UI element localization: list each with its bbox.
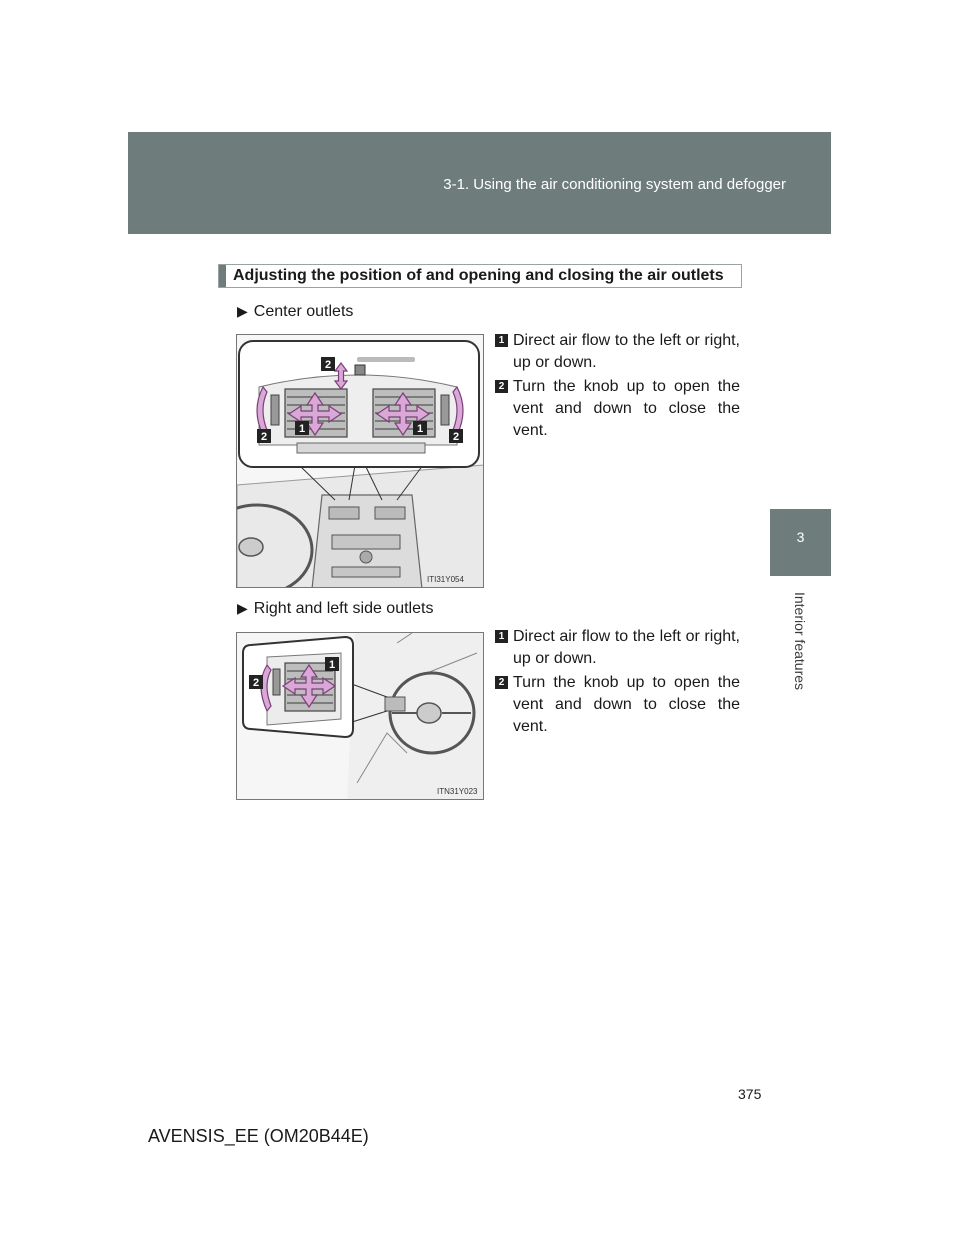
callout-2-right: 2 bbox=[453, 431, 460, 443]
side-outlets-subhead bbox=[237, 600, 433, 618]
center-step-2 bbox=[495, 376, 740, 442]
callout-2: 2 bbox=[253, 677, 260, 689]
chapter-label-tab bbox=[770, 576, 831, 706]
center-outlets-figure bbox=[236, 334, 484, 588]
triangle-bullet-icon: ▶ bbox=[237, 600, 248, 616]
callout-1-right: 1 bbox=[417, 423, 424, 435]
step-number-badge: 2 bbox=[495, 380, 508, 393]
step-text: Turn the knob up to open the vent and down to close the vent. bbox=[513, 378, 740, 439]
center-outlets-title: Center outlets bbox=[253, 303, 354, 320]
step-number-badge: 1 bbox=[495, 630, 508, 643]
center-step-1 bbox=[495, 330, 740, 374]
center-outlets-illustration bbox=[237, 335, 484, 588]
chapter-label: Interior features bbox=[792, 591, 808, 691]
triangle-bullet-icon: ▶ bbox=[237, 303, 248, 319]
step-text: Turn the knob up to open the vent and down to close the vent. bbox=[513, 674, 740, 735]
heading-accent-bar bbox=[219, 265, 226, 287]
section-heading-text: Adjusting the position of and opening and closing the air outlets bbox=[233, 267, 724, 284]
page-number: 375 bbox=[738, 1086, 762, 1102]
side-outlets-title: Right and left side outlets bbox=[253, 600, 434, 617]
side-figure-code: ITN31Y023 bbox=[437, 787, 478, 796]
side-outlets-figure bbox=[236, 632, 484, 800]
callout-1-left: 1 bbox=[299, 423, 306, 435]
side-outlets-illustration bbox=[237, 633, 484, 800]
chapter-tab bbox=[770, 509, 831, 576]
section-title: 3-1. Using the air conditioning system and defogger bbox=[443, 176, 786, 193]
footer-model-code: AVENSIS_EE (OM20B44E) bbox=[148, 1126, 369, 1146]
step-number-badge: 1 bbox=[495, 334, 508, 347]
callout-2-left: 2 bbox=[261, 431, 268, 443]
header-band bbox=[128, 132, 831, 234]
chapter-number: 3 bbox=[796, 529, 805, 545]
step-number-badge: 2 bbox=[495, 676, 508, 689]
side-step-2 bbox=[495, 672, 740, 738]
side-step-1 bbox=[495, 626, 740, 670]
callout-2-top: 2 bbox=[325, 359, 332, 371]
center-figure-code: ITI31Y054 bbox=[427, 575, 464, 584]
step-text: Direct air flow to the left or right, up or down. bbox=[513, 332, 740, 371]
callout-1: 1 bbox=[329, 659, 336, 671]
section-heading bbox=[218, 264, 742, 288]
center-outlets-subhead bbox=[237, 303, 353, 321]
step-text: Direct air flow to the left or right, up or down. bbox=[513, 628, 740, 667]
